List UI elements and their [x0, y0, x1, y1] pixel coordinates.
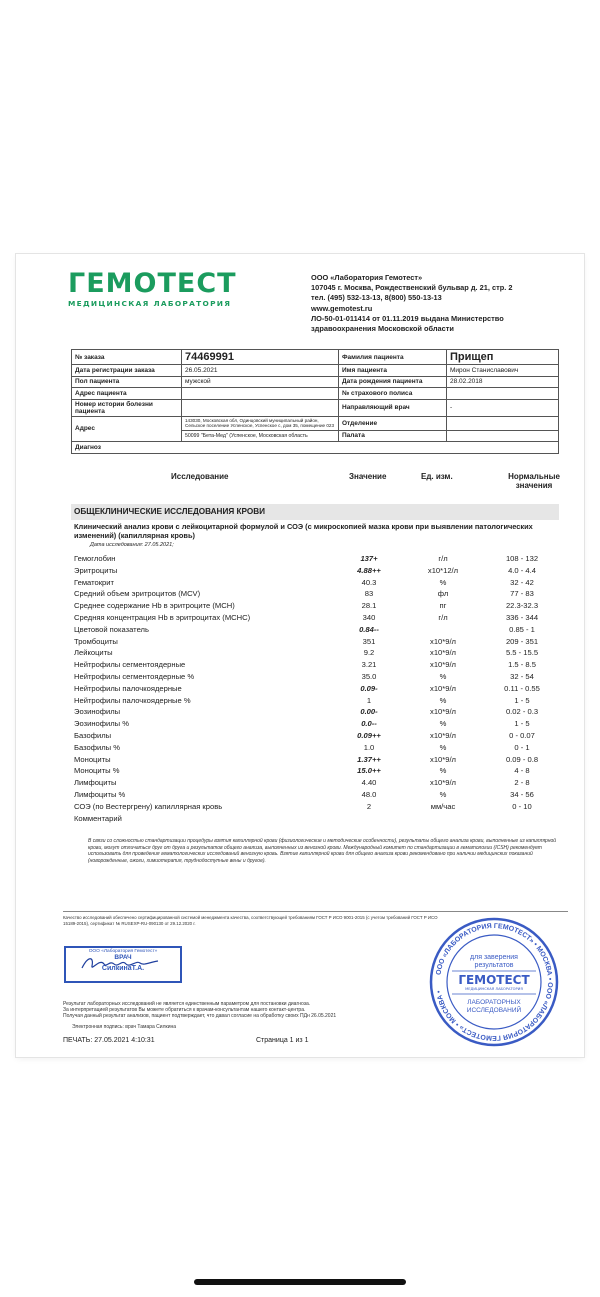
- result-norm: 4 - 8: [514, 766, 530, 776]
- result-name: Средний объем эритроцитов (MCV): [74, 589, 201, 599]
- result-row: [74, 743, 564, 755]
- result-unit: x10*9/л: [430, 778, 456, 788]
- result-norm: 1.5 - 8.5: [508, 660, 536, 670]
- diagnosis-label: Диагноз: [72, 442, 559, 454]
- result-value: 2: [366, 801, 372, 811]
- result-value: 0.09-: [360, 683, 378, 693]
- result-name: Эозинофилы: [74, 707, 121, 717]
- result-unit: пг: [439, 601, 447, 611]
- surname-label: Фамилия пациента: [339, 350, 447, 365]
- result-unit: x10*9/л: [430, 683, 456, 693]
- result-row: [74, 719, 564, 731]
- company-name: ООО «Лаборатория Гемотест»: [311, 273, 423, 282]
- result-value: 0.0--: [361, 719, 377, 729]
- col-norm-line2: значения: [515, 481, 553, 490]
- result-value: 48.0: [361, 789, 377, 799]
- disclaimer: [63, 1001, 443, 1020]
- seal-line4: ИССЛЕДОВАНИЙ: [466, 1007, 522, 1014]
- logo-subtitle: МЕДИЦИНСКАЯ ЛАБОРАТОРИЯ: [68, 299, 232, 308]
- stamp-name: СилкинаТ.А.: [101, 965, 145, 972]
- result-row: [74, 625, 564, 637]
- result-name: Моноциты %: [74, 766, 120, 776]
- result-row: [74, 578, 564, 590]
- result-value: 1: [366, 695, 372, 705]
- result-name: Эритроциты: [74, 565, 118, 575]
- stamp-role: ВРАЧ: [114, 954, 132, 961]
- result-name: Базофилы: [74, 730, 112, 740]
- result-unit: %: [439, 671, 447, 681]
- result-value: 0.09++: [357, 730, 381, 740]
- section-title: ОБЩЕКЛИНИЧЕСКИЕ ИССЛЕДОВАНИЯ КРОВИ: [71, 504, 559, 520]
- logo-text: ГЕМОТЕСТ: [68, 268, 237, 299]
- result-name: Нейтрофилы палочкоядерные %: [74, 695, 191, 705]
- result-row: [74, 731, 564, 743]
- result-unit: x10*12/л: [427, 565, 459, 575]
- result-document: [16, 254, 584, 1057]
- result-value: 4.40: [361, 778, 377, 788]
- result-value: 9.2: [363, 648, 375, 658]
- result-row: [74, 601, 564, 613]
- result-norm: 22.3-32.3: [505, 601, 539, 611]
- company-license-cont: здравоохранения Московской области: [311, 324, 454, 334]
- result-row: [74, 589, 564, 601]
- result-unit: г/л: [438, 612, 448, 622]
- result-row: [74, 672, 564, 684]
- result-name: Тромбоциты: [74, 636, 118, 646]
- result-unit: x10*9/л: [430, 707, 456, 717]
- analysis-title: Клинический анализ крови с лейкоцитарной формулой и СОЭ (с микроскопией мазка крови при выявлении патологических изменений) (капиллярная кровь): [74, 522, 533, 540]
- result-name: Моноциты: [74, 754, 111, 764]
- department-label: Отделение: [339, 416, 447, 430]
- ward-number: [447, 430, 559, 442]
- result-row: [74, 707, 564, 719]
- result-row: [74, 554, 564, 566]
- company-license: ЛО-50-01-011414 от 01.11.2019 выдана Министерство: [311, 313, 504, 323]
- history-value: [182, 399, 339, 416]
- result-name: Нейтрофилы палочкоядерные: [74, 683, 182, 693]
- result-unit: %: [439, 719, 447, 729]
- stamp-org: ООО «Лаборатория Гемотест»: [88, 949, 158, 954]
- sex-value: мужской: [182, 376, 339, 388]
- result-norm: 0 - 1: [514, 742, 530, 752]
- insurance-value: [447, 388, 559, 400]
- result-row: [74, 660, 564, 672]
- result-unit: x10*9/л: [430, 660, 456, 670]
- result-value: 340: [362, 612, 376, 622]
- company-logo: [68, 270, 240, 308]
- result-value: 1.37++: [357, 754, 381, 764]
- result-norm: 0.85 - 1: [509, 624, 535, 634]
- result-value: 351: [362, 636, 376, 646]
- result-value: 40.3: [361, 577, 377, 587]
- seal-logo-sub: МЕДИЦИНСКАЯ ЛАБОРАТОРИЯ: [465, 987, 523, 991]
- result-unit: x10*9/л: [430, 636, 456, 646]
- result-norm: 1 - 5: [514, 719, 530, 729]
- sex-label: Пол пациента: [72, 376, 182, 388]
- result-name: СОЭ (по Вестергрену) капиллярная кровь: [74, 801, 223, 811]
- name-label: Имя пациента: [339, 365, 447, 377]
- result-norm: 1 - 5: [514, 695, 530, 705]
- result-name: Эозинофилы %: [74, 719, 129, 729]
- result-row: [74, 637, 564, 649]
- result-name: Лимфоциты: [74, 778, 117, 788]
- result-norm: 0 - 0.07: [509, 730, 535, 740]
- result-unit: %: [439, 577, 447, 587]
- quality-statement: Качество исследований обеспечено сертифицированной системой менеджмента качества, соответствующей требованиям ГОСТ Р ИСО 9001-2015 (с учетом требований ГОСТ Р ИСО 15189-2015), сертификат № RUSEXP-RU-090130 от 29.12.2020 г.: [63, 915, 438, 926]
- result-unit: %: [439, 695, 447, 705]
- result-norm: 0 - 10: [512, 801, 532, 811]
- result-unit: x10*9/л: [430, 754, 456, 764]
- result-norm: 209 - 351: [505, 636, 539, 646]
- result-value: 0.84--: [359, 624, 379, 634]
- result-value: 137+: [360, 554, 378, 563]
- order-label: № заказа: [72, 350, 182, 365]
- surname-value: Прищеп: [447, 350, 559, 365]
- result-name: Среднее содержание Hb в эритроците (MCH): [74, 601, 235, 611]
- capillary-note: В связи со сложностью стандартизации процедуры взятия капиллярной крови (физиологические и методические особенности), результаты общего анализа крови, выполненные из капиллярной крови, могут отличаться друг от друга и результатов общего анализа, выполненных из венозной крови. Международный комитет по стандартизации в гематологии (ICSH) рекомендует использовать для проведения гематологических исследований венозную кровь. Взятие капиллярной крови для общего анализа крови рекомендовано при наличии медицинских показаний (новорожденные, ожоги, химиотерапия, труднодоступные вены и другое).: [88, 838, 557, 865]
- result-name: Комментарий: [74, 813, 122, 823]
- col-norm: [499, 472, 569, 490]
- insurance-label: № страхового полиса: [339, 388, 447, 400]
- result-name: Лимфоциты %: [74, 789, 126, 799]
- result-unit: x10*9/л: [430, 648, 456, 658]
- col-norm-line1: Нормальные: [508, 472, 560, 481]
- result-norm: 0.02 - 0.3: [505, 707, 539, 717]
- result-name: Цветовой показатель: [74, 624, 149, 634]
- result-norm: 108 - 132: [505, 554, 539, 563]
- ward-value: 50099 "Бета-Мед" (Успенское, Московская область: [182, 430, 339, 442]
- department-value: [447, 416, 559, 430]
- result-norm: 34 - 56: [510, 789, 534, 799]
- result-row: [74, 684, 564, 696]
- result-norm: 32 - 42: [510, 577, 534, 587]
- col-unit: Ед. изм.: [421, 472, 453, 481]
- reg-date-label: Дата регистрации заказа: [72, 365, 182, 377]
- order-number: 74469991: [182, 350, 339, 365]
- company-phone: тел. (495) 532-13-13, 8(800) 550-13-13: [311, 293, 442, 303]
- result-name: Базофилы %: [74, 742, 120, 752]
- page-number: Страница 1 из 1: [256, 1037, 309, 1044]
- print-timestamp: ПЕЧАТЬ: 27.05.2021 4:10:31: [63, 1037, 155, 1044]
- disclaimer-line: Получая данный результат анализов, пациент подтверждает, что давал согласие на обработку своих ПДн 26.05.2021: [63, 1013, 337, 1020]
- round-seal: [428, 916, 560, 1048]
- col-value: Значение: [349, 472, 387, 481]
- doctor-signature: [78, 954, 163, 974]
- result-norm: 5.5 - 15.5: [505, 648, 539, 658]
- result-row: [74, 566, 564, 578]
- result-name: Средняя концентрация Hb в эритроцитах (MCHC): [74, 612, 251, 622]
- history-label: Номер истории болезни пациента: [72, 399, 182, 416]
- disclaimer-line: Результат лабораторных исследований не является единственным параметром для постановки диагноза.: [63, 1001, 311, 1007]
- dob-value: 28.02.2018: [447, 376, 559, 388]
- results-list: [74, 554, 564, 825]
- result-name: Нейтрофилы сегментоядерные: [74, 660, 186, 670]
- result-row: [74, 696, 564, 708]
- result-norm: 336 - 344: [505, 612, 539, 622]
- reg-date-value: 26.05.2021: [182, 365, 339, 377]
- home-indicator[interactable]: [194, 1279, 406, 1285]
- result-unit: %: [439, 789, 447, 799]
- seal-line3: ЛАБОРАТОРНЫХ: [467, 999, 521, 1006]
- result-value: 0.00-: [360, 707, 378, 717]
- doctor-value: -: [447, 399, 559, 416]
- divider: [63, 911, 568, 912]
- study-date: Дата исследования: 27.05.2021;: [90, 542, 174, 548]
- result-value: 15.0++: [357, 766, 381, 776]
- result-norm: 32 - 54: [510, 671, 534, 681]
- result-unit: x10*9/л: [430, 730, 456, 740]
- result-row: [74, 790, 564, 802]
- result-value: 3.21: [361, 660, 377, 670]
- result-row: [74, 802, 564, 814]
- result-unit: фл: [437, 589, 449, 599]
- seal-line2: результатов: [474, 962, 514, 969]
- company-website: www.gemotest.ru: [311, 303, 373, 313]
- result-norm: 0.09 - 0.8: [505, 754, 539, 764]
- seal-line1: для заверения: [470, 954, 518, 961]
- seal-ring-text: ООО «ЛАБОРАТОРИЯ ГЕМОТЕСТ» • МОСКВА • ООО «ЛАБОРАТОРИЯ ГЕМОТЕСТ» • МОСКВА •: [435, 922, 554, 1042]
- col-study: Исследование: [171, 472, 229, 481]
- disclaimer-line: За интерпретацией результатов Вы можете обратиться к врачам-консультантам нашего контакт-центра.: [63, 1007, 306, 1014]
- result-name: Гемоглобин: [74, 554, 116, 563]
- patient-address-label: Адрес пациента: [72, 388, 182, 400]
- patient-address-value: [182, 388, 339, 400]
- seal-logo: ГЕМОТЕСТ: [458, 973, 530, 987]
- result-unit: г/л: [438, 554, 448, 563]
- result-value: 28.1: [361, 601, 377, 611]
- result-name: Нейтрофилы сегментоядерные %: [74, 671, 195, 681]
- result-norm: 2 - 8: [514, 778, 530, 788]
- result-unit: мм/час: [430, 801, 456, 811]
- result-name: Гематокрит: [74, 577, 114, 587]
- result-row: [74, 814, 564, 826]
- company-info: [311, 273, 561, 334]
- result-row: [74, 613, 564, 625]
- result-row: [74, 755, 564, 767]
- result-row: [74, 766, 564, 778]
- dob-label: Дата рождения пациента: [339, 376, 447, 388]
- result-unit: %: [439, 766, 447, 776]
- result-value: 83: [364, 589, 374, 599]
- result-row: [74, 778, 564, 790]
- result-norm: 0.11 - 0.55: [504, 683, 540, 693]
- name-value: Мирон Станиславович: [447, 365, 559, 377]
- ward-label: Палата: [339, 430, 447, 442]
- result-value: 35.0: [361, 671, 377, 681]
- electronic-signature: Электронная подпись: врач Тамара Силкина: [72, 1024, 177, 1030]
- doctor-label: Направляющий врач: [339, 399, 447, 416]
- result-value: 4.88++: [357, 565, 381, 575]
- result-unit: %: [439, 742, 447, 752]
- result-norm: 77 - 83: [510, 589, 534, 599]
- result-row: [74, 648, 564, 660]
- result-value: 1.0: [363, 742, 375, 752]
- result-name: Лейкоциты: [74, 648, 113, 658]
- address-value: 143030, Московская обл, Одинцовский муниципальный район, Сельское поселение Успенское, Успенское с, дом 35, помещение 023: [182, 416, 339, 430]
- address-label: Адрес: [72, 416, 182, 442]
- company-address: 107045 г. Москва, Рождественский бульвар д. 21, стр. 2: [311, 283, 513, 293]
- result-norm: 4.0 - 4.4: [508, 565, 536, 575]
- patient-info-table: [71, 349, 559, 454]
